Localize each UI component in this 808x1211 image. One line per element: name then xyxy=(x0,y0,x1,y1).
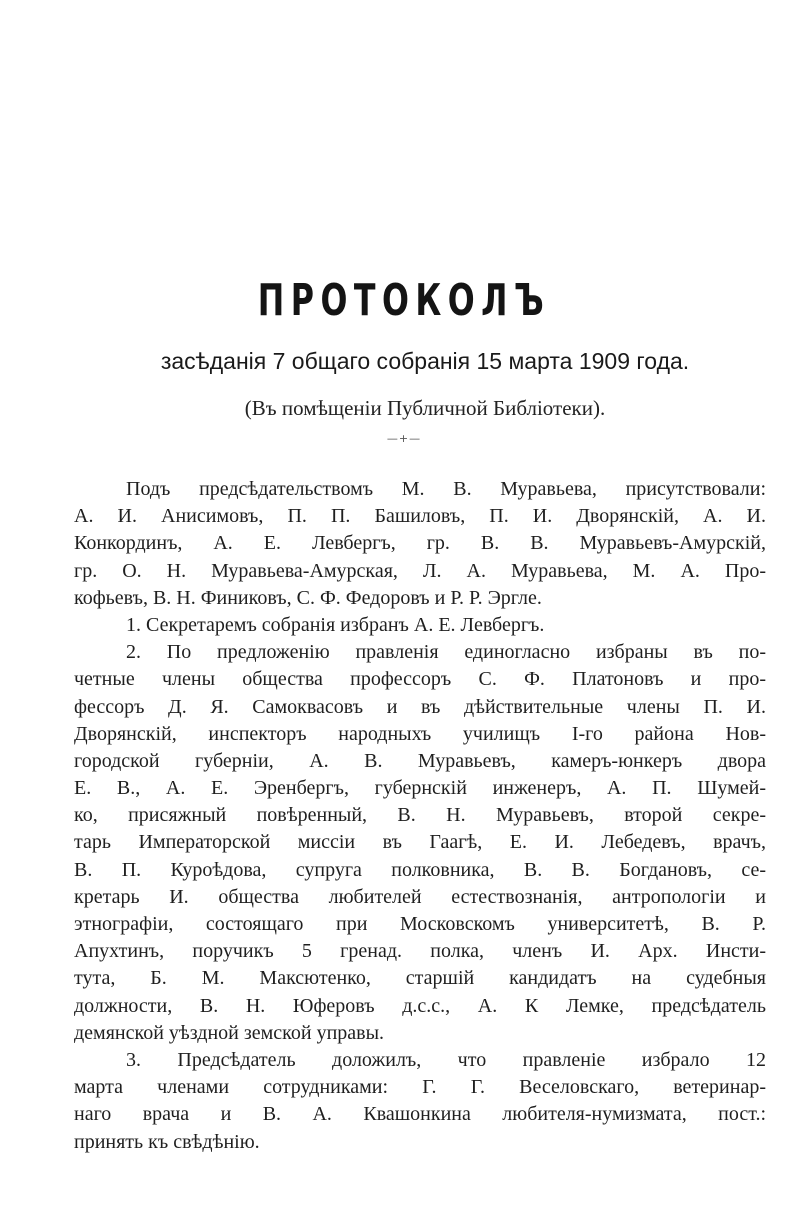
text-line: городской губерніи, А. В. Муравьевъ, камеръ-юнкеръ двора xyxy=(74,749,766,772)
text-line: наго врача и В. А. Квашонкина любителя-нумизмата, пост.: xyxy=(74,1103,766,1126)
text-line: А. И. Анисимовъ, П. П. Башиловъ, П. И. Дворянскій, А. И. xyxy=(74,505,766,528)
text-line: 2. По предложенію правленія единогласно избраны въ по- xyxy=(126,641,766,664)
protocol-body xyxy=(74,476,766,1156)
text-line: фессоръ Д. Я. Самоквасовъ и въ дѣйствительные члены П. И. xyxy=(74,695,766,718)
text-line: должности, В. Н. Юферовъ д.с.с., А. К Лемке, предсѣдатель xyxy=(74,994,766,1017)
text-line: ко, присяжный повѣренный, В. Н. Муравьевъ, второй секре- xyxy=(74,804,766,827)
text-line: марта членами сотрудниками: Г. Г. Веселовскаго, ветеринар- xyxy=(74,1076,766,1099)
text-line: этнографіи, состоящаго при Московскомъ университетѣ, В. Р. xyxy=(74,913,766,935)
divider-ornament: —+— xyxy=(386,432,422,445)
text-line: тута, Б. М. Максютенко, старшій кандидатъ на судебныя xyxy=(74,967,766,990)
text-line: 1. Секретаремъ собранія избранъ А. Е. Левбергъ. xyxy=(126,613,545,636)
text-line: кофьевъ, В. Н. Финиковъ, С. Ф. Федоровъ и Р. Р. Эргле. xyxy=(74,586,542,609)
text-line: Подъ предсѣдательствомъ М. В. Муравьева, присутствовали: xyxy=(126,478,766,500)
text-line: гр. О. Н. Муравьева-Амурская, Л. А. Муравьева, М. А. Про- xyxy=(74,559,766,582)
text-line: тарь Императорской миссіи въ Гаагѣ, Е. И. Лебедевъ, врачъ, xyxy=(74,831,766,854)
text-line: 3. Предсѣдатель доложилъ, что правленіе избрало 12 xyxy=(126,1048,766,1071)
text-line: четные члены общества профессоръ С. Ф. Платоновъ и про- xyxy=(74,668,766,691)
document-subtitle: засѣданія 7 общаго собранія 15 марта 1909 года. xyxy=(160,348,690,374)
document-title: ПРОТОКОЛЪ xyxy=(257,275,551,326)
text-line: кретарь И. общества любителей естествознанія, антропологіи и xyxy=(74,885,766,908)
text-line: Апухтинъ, поручикъ 5 гренад. полка, членъ И. Арх. Инсти- xyxy=(74,940,766,963)
text-line: Конкординъ, А. Е. Левбергъ, гр. В. В. Муравьевъ-Амурскій, xyxy=(74,532,766,555)
text-line: Е. В., А. Е. Эренбергъ, губернскій инженеръ, А. П. Шумей- xyxy=(74,777,766,800)
text-line: демянской уѣздной земской управы. xyxy=(74,1021,385,1044)
text-line: принять къ свѣдѣнію. xyxy=(74,1130,260,1153)
text-line: Дворянскій, инспекторъ народныхъ училищъ I-го района Нов- xyxy=(74,722,766,745)
text-line: В. П. Куроѣдова, супруга полковника, В. В. Богдановъ, се- xyxy=(74,858,766,881)
meeting-place: (Въ помѣщеніи Публичной Библіотеки). xyxy=(244,396,606,420)
